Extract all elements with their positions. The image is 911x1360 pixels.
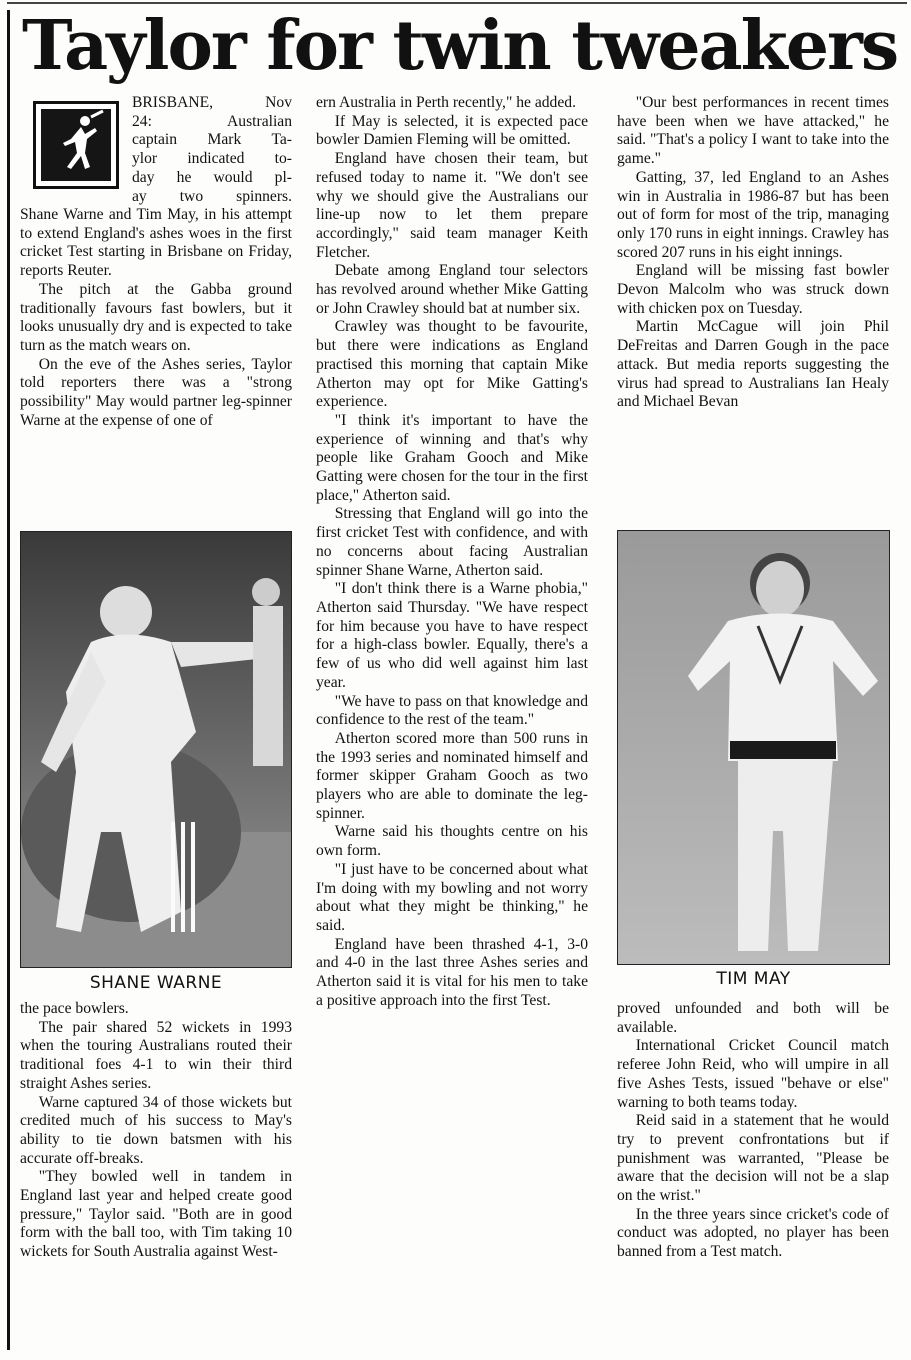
col1-lead-short <box>132 94 292 206</box>
paragraph: "They bowled well in tandem in England last year and helped create good pressure," Taylor said. "Both are in good form with the ball too, with Tim taking 10 wickets for South Australia against West- <box>20 1168 292 1261</box>
paragraph: On the eve of the Ashes series, Taylor told reporters there was a "strong possibility" May would partner leg-spinner Warne at the expense of one of <box>20 355 292 429</box>
paragraph: Atherton scored more than 500 runs in the 1993 series and nominated himself and former skipper Graham Gooch as two players who are able to dominate the leg-spinner. <box>316 729 588 822</box>
paragraph: International Cricket Council match referee John Reid, who will umpire in all five Ashes Tests, issued "behave or else" warning to both teams today. <box>617 1037 889 1111</box>
left-rule <box>7 10 10 1350</box>
paragraph: Stressing that England will go into the first cricket Test with confidence, and with no concerns about facing Australian spinner Shane Warne, Atherton said. <box>316 505 588 579</box>
paragraph: "I don't think there is a Warne phobia," Atherton said Thursday. "We have respect for him because you have to have respect for a high-class bowler. Equally, there's a few of us who did well against him last year. <box>316 580 588 691</box>
paragraph: Crawley was thought to be favourite, but there were indications as England practised this morning that captain Mike Atherton may opt for Mike Gatting's experience. <box>316 318 588 411</box>
paragraph: England have chosen their team, but refused today to name it. "We don't see why we should give the Australians our line-up now to let them prepare accordingly," said team manager Keith Fletcher. <box>316 150 588 261</box>
paragraph: ern Australia in Perth recently," he added. <box>316 94 576 111</box>
col1-bottom-text <box>20 1000 292 1262</box>
photo-caption-warne: SHANE WARNE <box>89 973 223 993</box>
cricket-logo-icon <box>33 101 119 189</box>
paragraph: proved unfounded and both will be available. <box>617 1000 889 1036</box>
paragraph: "We have to pass on that knowledge and confidence to the rest of the team." <box>316 692 588 729</box>
lead-line: ay two spinners. <box>132 187 292 205</box>
col1-top-text <box>20 206 292 430</box>
paragraph: If May is selected, it is expected pace bowler Damien Fleming will be omitted. <box>316 112 588 149</box>
paragraph: Gatting, 37, led England to an Ashes win in Australia in 1986-87 but has been out of form for most of the trip, managing only 170 runs in eight innings. Crawley has scored 207 runs in his eight innings. <box>617 168 889 261</box>
paragraph: The pitch at the Gabba ground traditionally favours fast bowlers, but it looks unusually dry and is expected to take turn as the match wears on. <box>20 280 292 354</box>
paragraph: "Our best performances in recent times have been when we have attacked," he said. "That's a policy I want to take into the game." <box>617 94 889 168</box>
paragraph: Warne said his thoughts centre on his own form. <box>316 823 588 860</box>
headline: Taylor for twin tweakers <box>22 6 898 86</box>
lead-line: day he would pl- <box>132 168 292 186</box>
paragraph: Shane Warne and Tim May, in his attempt to extend England's ashes woes in the first cricket Test starting in Brisbane on Friday, reports Reuter. <box>20 206 292 280</box>
tim-may-photo <box>617 530 890 965</box>
lead-line: BRISBANE, Nov <box>132 94 292 111</box>
col3-bottom-text <box>617 1000 889 1262</box>
paragraph: the pace bowlers. <box>20 1000 129 1017</box>
paragraph: England will be missing fast bowler Devon Malcolm who was struck down with chicken pox on Tuesday. <box>617 262 889 317</box>
paragraph: "I just have to be concerned about what I'm doing with my bowling and not worry about what they might be thinking," he said. <box>316 860 588 934</box>
paragraph: Debate among England tour selectors has revolved around whether Mike Gatting or John Crawley should bat at number six. <box>316 262 588 317</box>
paragraph: England have been thrashed 4-1, 3-0 and 4-0 in the last three Ashes series and Atherton said it is vital for his men to take a positive approach into the first Test. <box>316 935 588 1009</box>
col2-text <box>316 94 588 1010</box>
col3-top-text <box>617 94 889 412</box>
shane-warne-photo <box>20 531 292 968</box>
paragraph: Martin McCague will join Phil DeFreitas and Darren Gough in the pace attack. But media reports suggesting the virus had spread to Australians Ian Healy and Michael Bevan <box>617 318 889 411</box>
lead-line: 24: Australian <box>132 112 292 130</box>
lead-line: captain Mark Ta- <box>132 131 292 149</box>
paragraph: "I think it's important to have the experience of winning and that's why people like Graham Gooch and Mike Gatting were chosen for the tour in the first place," Atherton said. <box>316 411 588 504</box>
paragraph: In the three years since cricket's code of conduct was adopted, no player has been banned from a Test match. <box>617 1205 889 1261</box>
paragraph: Warne captured 34 of those wickets but credited much of his success to May's ability to tie down batsmen with his accurate off-breaks. <box>20 1093 292 1167</box>
paragraph: Reid said in a statement that he would try to prevent confrontations but if punishment was warranted, "Please be aware that the decision will not be a slap on the wrist." <box>617 1112 889 1205</box>
paragraph: The pair shared 52 wickets in 1993 when the touring Australians routed their traditional foes 4-1 to win their third straight Ashes series. <box>20 1018 292 1092</box>
lead-line: ylor indicated to- <box>132 150 292 168</box>
photo-caption-may: TIM MAY <box>716 969 791 989</box>
